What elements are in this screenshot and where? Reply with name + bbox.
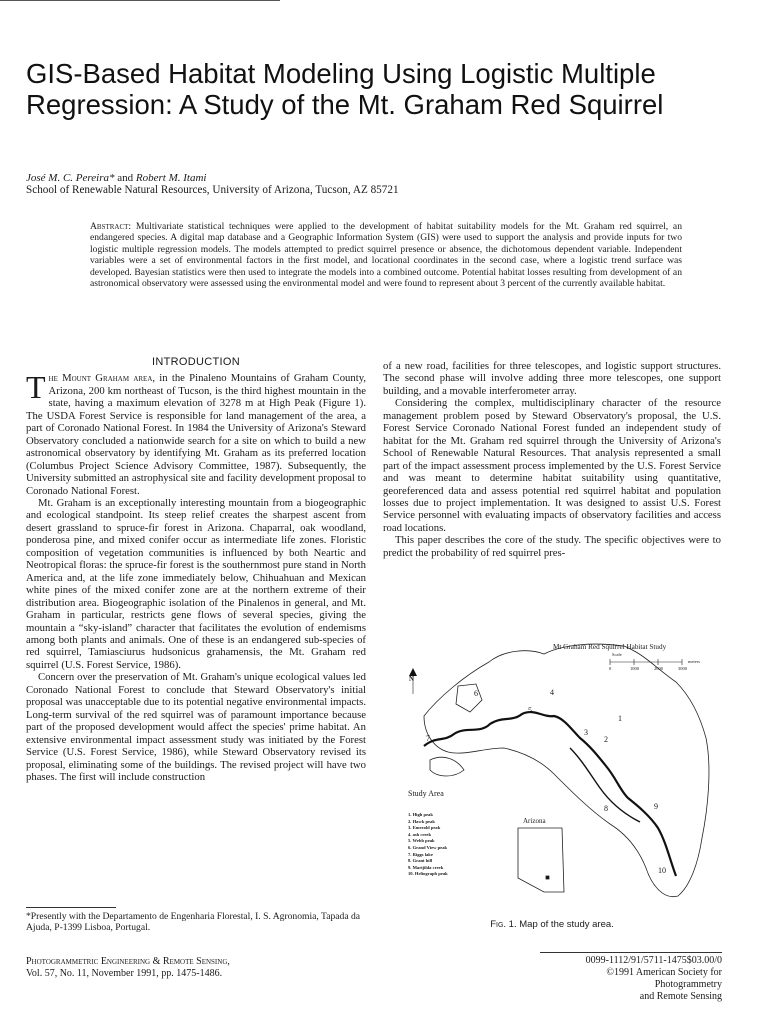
site-number: 6 bbox=[474, 689, 478, 698]
legend-item: 3. Emerald peak bbox=[408, 825, 441, 831]
site-number: 7 bbox=[426, 734, 430, 743]
intro-paragraph-2: Mt. Graham is an exceptionally interesting mountain from a biogeographic and ecological standpoint. Its steep relief creates the sharpest ascent from desert grassland to spruce-fir forest in Arizona. Chaparral, oak woodland, ponderosa pine, and mixed conifer occur as intermediate life zones. Floristic composition of vegetation communities is influenced by both Neartic and Neotropical floras: the spruce-fir forest is the southernmost pure stand in North America and, at the life zone immediately below, Chihuahuan and Mexican white pines of the mixed conifer zone are at the northern extreme of their distribution area. Biogeographic isolation of the Pinalenos in general, and Mt. Graham in particular, restricts gene flows of several species, giving the mountain a “sky-island” character that facilitates the evolution of endemisms among both plants and animals. One of these is an endangered sub-species of red squirrel, Tamiasciurus hudsonicus grahamensis, the Mt. Graham red squirrel (U.S. Forest Service, 1986). bbox=[26, 496, 366, 671]
left-column bbox=[26, 356, 366, 783]
map-legend bbox=[408, 812, 498, 878]
legend-item: 7. Riggs lake bbox=[408, 851, 433, 857]
north-label: N bbox=[409, 675, 415, 683]
legend-item: 1. High peak bbox=[408, 812, 433, 817]
site-number: 2 bbox=[604, 735, 608, 744]
intro-paragraph-3: Concern over the preservation of Mt. Graham's unique ecological values led Coronado National Forest to conclude that Steward Observatory's initial proposal was unacceptable due to its potential negative environmental impacts. Long-term survival of the red squirrel was of paramount importance because part of the proposed development would affect the species' prime habitat. An extensive environmental impact assessment study was initiated by the Forest Service (U.S. Forest Service, 1986), while Steward Observatory revised its proposal, eliminating some of the buildings. The revised project will have two phases. The first will include construction bbox=[26, 671, 366, 783]
legend-item: 2. Hawk peak bbox=[408, 818, 435, 824]
drop-cap: T bbox=[26, 369, 46, 406]
author-2: Robert M. Itami bbox=[135, 172, 207, 184]
article-code: 0099-1112/91/5711-1475$03.00/0 bbox=[585, 955, 722, 966]
map-title: Mt Graham Red Squirrel Habitat Study bbox=[553, 643, 667, 651]
section-heading-introduction: INTRODUCTION bbox=[152, 356, 240, 368]
intro-lead: he Mount Graham area, bbox=[48, 372, 156, 385]
copyright-block bbox=[540, 952, 722, 1003]
scale-tick: 2000 bbox=[654, 666, 663, 671]
legend-item: 10. Heliograph peak bbox=[408, 871, 448, 877]
site-number: 9 bbox=[654, 802, 658, 811]
authors bbox=[26, 172, 206, 184]
site-number: 5 bbox=[528, 706, 532, 715]
scale-unit: meters bbox=[688, 659, 700, 664]
scale-bar bbox=[610, 659, 682, 665]
right-column bbox=[383, 360, 721, 559]
author-1: José M. C. Pereira* bbox=[26, 172, 115, 184]
copyright-line-2: and Remote Sensing bbox=[639, 991, 722, 1002]
site-number: 4 bbox=[550, 688, 554, 697]
scale-label: Scale bbox=[612, 652, 622, 657]
site-number: 1 bbox=[618, 714, 622, 723]
legend-item: 5. Webb peak bbox=[408, 838, 435, 844]
paper-title: GIS-Based Habitat Modeling Using Logistic Multiple Regression: A Study of the Mt. Graham Red Squirrel bbox=[26, 58, 664, 120]
intro-paragraph-4: of a new road, facilities for three telescopes, and logistic support structures. The second phase will involve adding three more telescopes, one support building, and a movable interferometer array. bbox=[383, 360, 721, 397]
legend-title: Study Area bbox=[408, 789, 444, 798]
boundary-notch bbox=[456, 684, 482, 712]
site-number: 8 bbox=[604, 804, 608, 813]
copyright-line: ©1991 American Society for Photogrammetry bbox=[606, 967, 722, 990]
figure-caption bbox=[383, 919, 721, 930]
abstract-text: Multivariate statistical techniques were applied to the development of habitat suitability models for the Mt. Graham red squirrel, an endangered species. A digital map database and a Geographic Information System (GIS) were used to support the analysis and provide inputs for two logistic multiple regression models. The models attempted to predict squirrel presence or absence, the dichotomous dependent variable. Independent variables were a set of environmental factors in the first model, and locational coordinates in the second case, where a logistic trend surface was developed. Bayesian statistics were then used to integrate the models into a combined outcome. Potential habitat losses resulting from development of an astronomical observatory were assessed using the environmental model and were found to represent about 3 percent of the currently available habitat. bbox=[90, 221, 682, 290]
boundary-inner-west bbox=[430, 757, 464, 776]
copyright-rule bbox=[540, 952, 722, 953]
study-area-marker bbox=[546, 876, 549, 879]
author-and: and bbox=[114, 172, 136, 184]
intro-paragraph-1 bbox=[26, 369, 367, 497]
affiliation: School of Renewable Natural Resources, University of Arizona, Tucson, AZ 85721 bbox=[26, 184, 399, 196]
figure-caption-text: Map of the study area. bbox=[516, 919, 614, 930]
arizona-inset bbox=[518, 828, 564, 892]
intro-paragraph-6: This paper describes the core of the study. The specific objectives were to predict the probability of red squirrel pres- bbox=[383, 534, 721, 559]
journal-citation bbox=[26, 956, 230, 980]
site-number: 10 bbox=[658, 866, 666, 875]
abstract bbox=[90, 221, 682, 289]
scale-tick: 3000 bbox=[678, 666, 687, 671]
journal-name: Photogrammetric Engineering & Remote Sensing, bbox=[26, 956, 230, 967]
figure-label: Fig. 1. bbox=[490, 919, 517, 930]
journal-volume: Vol. 57, No. 11, November 1991, pp. 1475-1486. bbox=[26, 968, 223, 979]
scale-tick: 1000 bbox=[630, 666, 639, 671]
legend-item: 6. Grand View peak bbox=[408, 844, 448, 850]
scale-tick: 0 bbox=[609, 666, 612, 671]
intro-p1-text: in the Pinaleno Mountains of Graham County, Arizona, 200 km northeast of Tucson, is the third highest mountain in the state, having a maximum elevation of 3278 m at High Peak (Figure 1). The USDA Forest Service is responsible for land management of the area, a part of Coronado National Forest. In 1984 the University of Arizona's Steward Observatory concluded a nationwide search for a site on which to build a new astronomical observatory by identifying Mt. Graham as its preferred location (Columbus Project Science Advisory Committee, 1987). Subsequently, the University submitted an astrophysical site and facility development proposal to Coronado National Forest. bbox=[26, 372, 367, 497]
footnote-rule bbox=[26, 907, 116, 908]
header-rule bbox=[0, 0, 280, 1]
abstract-label: Abstract: bbox=[90, 221, 132, 232]
legend-item: 4. ash creek bbox=[408, 831, 432, 837]
legend-item: 8. Grant hill bbox=[408, 858, 433, 864]
footnote: *Presently with the Departamento de Engenharia Florestal, I. S. Agronomia, Tapada da Ajuda, P-1399 Lisboa, Portugal. bbox=[26, 911, 361, 934]
legend-item: 9. Marijilda creek bbox=[408, 864, 444, 870]
site-number: 3 bbox=[584, 728, 588, 737]
intro-paragraph-5: Considering the complex, multidisciplinary character of the resource management problem posed by Steward Observatory's proposal, the U.S. Forest Service Coronado National Forest funded an independent study of habitat for the Mt. Graham red squirrel through the University of Arizona's School of Renewable Natural Resources. That analysis represented a small part of the impact assessment process implemented by the U.S. Forest Service and was meant to determine habitat suitability using quantitative, georeferenced data and assess potential red squirrel habitat and population losses due to project implementation. It was designed to assist U.S. Forest Service personnel with evaluating impacts of observatory facilities and access road locations. bbox=[383, 397, 721, 534]
arizona-label: Arizona bbox=[523, 817, 546, 825]
